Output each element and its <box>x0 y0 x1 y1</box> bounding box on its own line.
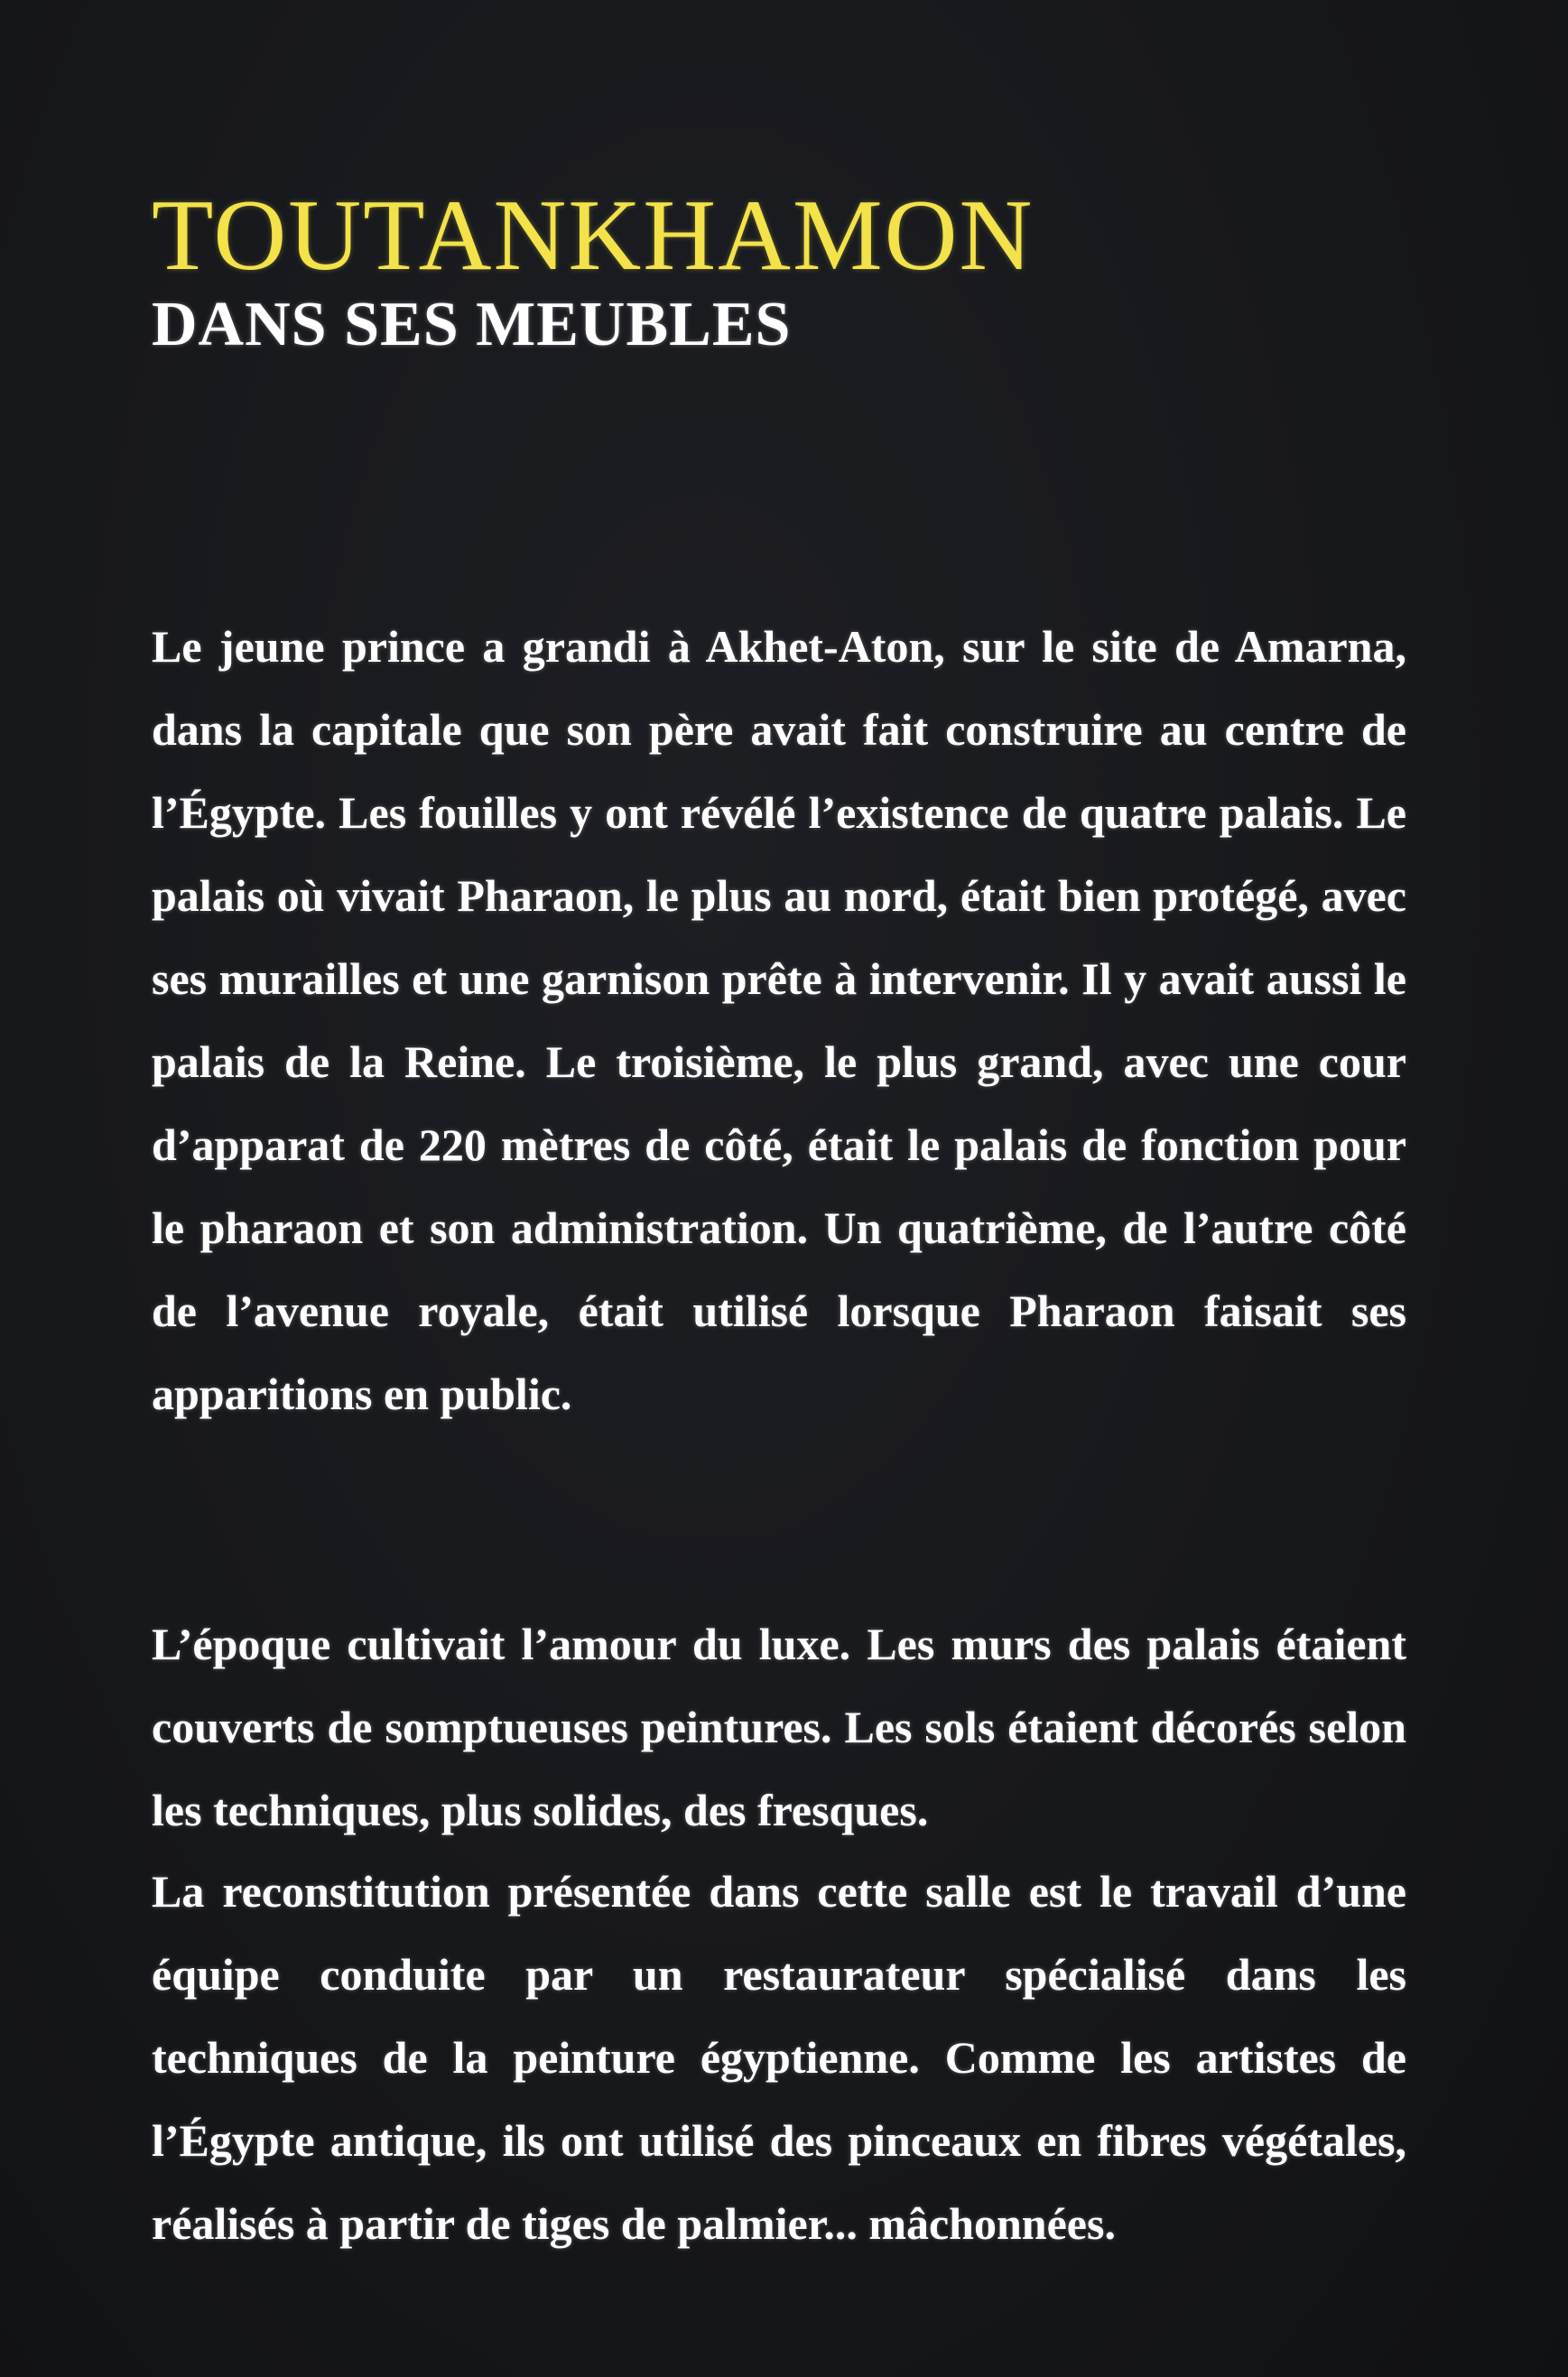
paragraph-reconstitution: La reconstitution présentée dans cette salle est le travail d’une équipe conduite par un restaurateur spécialisé dans les techniques de la peinture égyptienne. Comme les artistes de l’Égypte antique, ils ont utilisé des pinceaux en fibres végétales, réalisés à partir de tiges de palmier... mâchonnées. <box>152 1866 1406 2249</box>
panel-title: TOUTANKHAMON <box>152 180 1035 292</box>
paragraph-palaces: Le jeune prince a grandi à Akhet-Aton, sur le site de Amarna, dans la capitale que son père avait fait construire au centre de l’Égypte. Les fouilles y ont révélé l’existence de quatre palais. Le palais où vivait Pharaon, le plus au nord, était bien protégé, avec ses murailles et une garnison prête à intervenir. Il y avait aussi le palais de la Reine. Le troisième, le plus grand, avec une cour d’apparat de 220 mètres de côté, était le palais de fonction pour le pharaon et son administration. Un quatrième, de l’autre côté de l’avenue royale, était utilisé lorsque Pharaon faisait ses apparitions en public. <box>152 621 1406 1419</box>
title-block <box>152 180 1415 359</box>
panel-subtitle: DANS SES MEUBLES <box>152 290 792 359</box>
paragraph-luxury: L’époque cultivait l’amour du luxe. Les murs des palais étaient couverts de somptueuses peintures. Les sols étaient décorés selon les techniques, plus solides, des fresques. <box>152 1619 1406 1835</box>
